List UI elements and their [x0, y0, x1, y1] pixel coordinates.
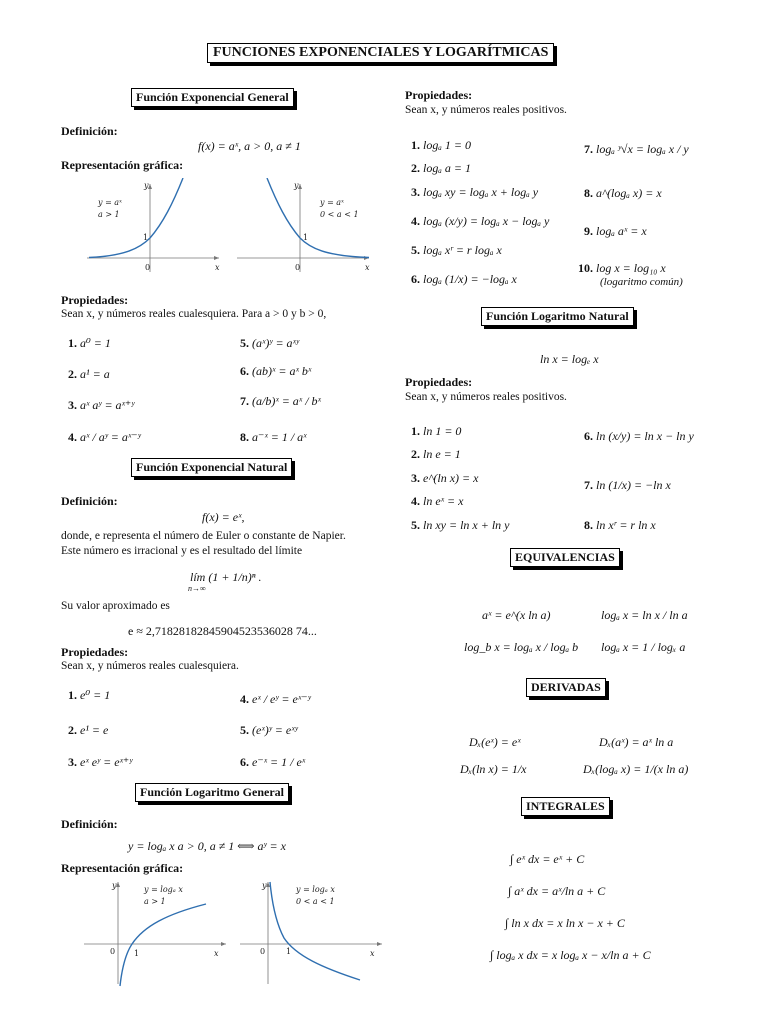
graph-exp-a-lt1 — [235, 178, 375, 276]
exp-general-prop-intro: Sean x, y números reales cualesquiera. Para a > 0 y b > 0, — [61, 308, 327, 320]
integral-1: ∫ eˣ dx = eˣ + C — [510, 852, 585, 866]
log-general-def: y = logₐ x a > 0, a ≠ 1 ⟺ aʸ = x — [128, 839, 286, 853]
g4-x: x — [370, 949, 375, 958]
limit-sub: n→∞ — [188, 584, 206, 593]
g3-one: 1 — [134, 949, 140, 958]
ln-prop-4: 4. ln eˣ = x — [411, 494, 464, 508]
euler-line: donde, e representa el número de Euler o constante de Napier. — [61, 530, 346, 542]
limit-expr: lím (1 + 1/n)ⁿ . — [190, 570, 262, 584]
g2-x: x — [365, 263, 370, 272]
e-prop-3: 3. eˣ eʸ = eˣ⁺ʸ — [68, 755, 133, 769]
label-propiedades-e: Propiedades: — [61, 645, 129, 659]
g3-l1: y = logₐ x — [144, 885, 183, 894]
g2-l2: 0 < a < 1 — [320, 210, 359, 219]
e-prop-2: 2. e¹ = e — [68, 723, 109, 737]
g2-y: y — [294, 181, 299, 190]
g3-y: y — [112, 881, 117, 890]
label-representacion-2: Representación gráfica: — [61, 861, 184, 875]
exp-prop-3: 3. aˣ aʸ = aˣ⁺ʸ — [68, 398, 135, 412]
equiv-1: aˣ = e^(x ln a) — [482, 608, 551, 622]
ln-prop-6: 6. ln (x/y) = ln x − ln y — [584, 429, 694, 443]
approx-intro: Su valor aproximado es — [61, 600, 170, 612]
e-value: e ≈ 2,71828182845904523536028 74... — [128, 624, 317, 638]
log-prop-10: 10. log x = log₁₀ x — [578, 261, 666, 275]
exp-prop-1: 1. a⁰ = 1 — [68, 336, 111, 350]
g1-o: 0 — [145, 263, 151, 272]
ln-prop-5: 5. ln xy = ln x + ln y — [411, 518, 510, 532]
deriv-4: Dₓ(logₐ x) = 1/(x ln a) — [583, 762, 689, 776]
g1-one: 1 — [143, 233, 149, 242]
section-log-natural: Función Logaritmo Natural — [481, 307, 634, 326]
log-prop-10-note: (logaritmo común) — [600, 276, 683, 288]
section-integrales: INTEGRALES — [521, 797, 610, 816]
page-title: FUNCIONES EXPONENCIALES Y LOGARÍTMICAS — [207, 43, 554, 63]
curve-log-gt1 — [120, 904, 206, 986]
label-propiedades-ln: Propiedades: — [405, 375, 473, 389]
section-log-general: Función Logaritmo General — [135, 783, 289, 802]
label-representacion: Representación gráfica: — [61, 158, 184, 172]
exp-prop-2: 2. a¹ = a — [68, 367, 110, 381]
log-prop-6: 6. logₐ (1/x) = −logₐ x — [411, 272, 517, 286]
integral-2: ∫ aˣ dx = aˣ/ln a + C — [508, 884, 606, 898]
label-definicion-3: Definición: — [61, 817, 118, 831]
g2-l1: y = aˣ — [320, 198, 344, 207]
deriv-3: Dₓ(ln x) = 1/x — [460, 762, 527, 776]
g1-l1: y = aˣ — [98, 198, 122, 207]
g4-y: y — [262, 881, 267, 890]
ln-prop-intro: Sean x, y números reales positivos. — [405, 391, 567, 403]
equiv-3: log_b x = logₐ x / logₐ b — [464, 640, 579, 654]
log-prop-3: 3. logₐ xy = logₐ x + logₐ y — [411, 185, 539, 199]
ln-prop-2: 2. ln e = 1 — [411, 447, 461, 461]
e-prop-4: 4. eˣ / eʸ = eˣ⁻ʸ — [240, 692, 311, 706]
section-derivadas: DERIVADAS — [526, 678, 606, 697]
deriv-2: Dₓ(aˣ) = aˣ ln a — [599, 735, 674, 749]
e-prop-5: 5. (eˣ)ʸ = eˣʸ — [240, 723, 298, 737]
g3-l2: a > 1 — [144, 897, 166, 906]
label-definicion: Definición: — [61, 124, 118, 138]
graph-log-a-gt1 — [82, 878, 232, 988]
equiv-2: logₐ x = ln x / ln a — [601, 608, 688, 622]
log-prop-1: 1. logₐ 1 = 0 — [411, 138, 471, 152]
exp-natural-prop-intro: Sean x, y números reales cualesquiera. — [61, 660, 239, 672]
integral-4: ∫ logₐ x dx = x logₐ x − x/ln a + C — [490, 948, 651, 962]
g4-one: 1 — [286, 947, 292, 956]
g4-l1: y = logₐ x — [296, 885, 335, 894]
g3-o: 0 — [110, 947, 116, 956]
e-prop-6: 6. e⁻ˣ = 1 / eˣ — [240, 755, 306, 769]
g1-l2: a > 1 — [98, 210, 120, 219]
log-prop-5: 5. logₐ xʳ = r logₐ x — [411, 243, 502, 257]
exp-general-def: f(x) = aˣ, a > 0, a ≠ 1 — [198, 139, 301, 153]
log-prop-2: 2. logₐ a = 1 — [411, 161, 471, 175]
g3-x: x — [214, 949, 219, 958]
log-prop-9: 9. logₐ aˣ = x — [584, 224, 647, 238]
equiv-4: logₐ x = 1 / logₓ a — [601, 640, 686, 654]
integral-3: ∫ ln x dx = x ln x − x + C — [505, 916, 625, 930]
graph-log-a-lt1 — [238, 878, 388, 988]
label-definicion-2: Definición: — [61, 494, 118, 508]
log-prop-7: 7. logₐ ʸ√x = logₐ x / y — [584, 142, 689, 156]
e-prop-1: 1. e⁰ = 1 — [68, 688, 111, 702]
label-propiedades-exp: Propiedades: — [61, 293, 129, 307]
ln-prop-1: 1. ln 1 = 0 — [411, 424, 462, 438]
exp-prop-5: 5. (aˣ)ʸ = aˣʸ — [240, 336, 299, 350]
exp-natural-def: f(x) = eˣ, — [202, 510, 245, 524]
section-equivalencias: EQUIVALENCIAS — [510, 548, 620, 567]
log-prop-4: 4. logₐ (x/y) = logₐ x − logₐ y — [411, 214, 550, 228]
g2-o: 0 — [295, 263, 301, 272]
g4-l2: 0 < a < 1 — [296, 897, 335, 906]
exp-prop-7: 7. (a/b)ˣ = aˣ / bˣ — [240, 394, 321, 408]
log-prop-intro: Sean x, y números reales positivos. — [405, 104, 567, 116]
graph-exp-a-gt1 — [85, 178, 225, 276]
ln-prop-8: 8. ln xʳ = r ln x — [584, 518, 656, 532]
section-exp-general: Función Exponencial General — [131, 88, 294, 107]
exp-prop-8: 8. a⁻ˣ = 1 / aˣ — [240, 430, 307, 444]
g1-y: y — [144, 181, 149, 190]
section-exp-natural: Función Exponencial Natural — [131, 458, 292, 477]
exp-prop-4: 4. aˣ / aʸ = aˣ⁻ʸ — [68, 430, 141, 444]
deriv-1: Dₓ(eˣ) = eˣ — [469, 735, 521, 749]
label-propiedades-log: Propiedades: — [405, 88, 473, 102]
exp-prop-6: 6. (ab)ˣ = aˣ bˣ — [240, 364, 312, 378]
g1-x: x — [215, 263, 220, 272]
ln-prop-7: 7. ln (1/x) = −ln x — [584, 478, 671, 492]
log-natural-def: ln x = logₑ x — [540, 352, 599, 366]
log-prop-8: 8. a^(logₐ x) = x — [584, 186, 662, 200]
g4-o: 0 — [260, 947, 266, 956]
g2-one: 1 — [303, 233, 309, 242]
ln-prop-3: 3. e^(ln x) = x — [411, 471, 479, 485]
irrational-line: Este número es irracional y es el resultado del límite — [61, 545, 303, 557]
